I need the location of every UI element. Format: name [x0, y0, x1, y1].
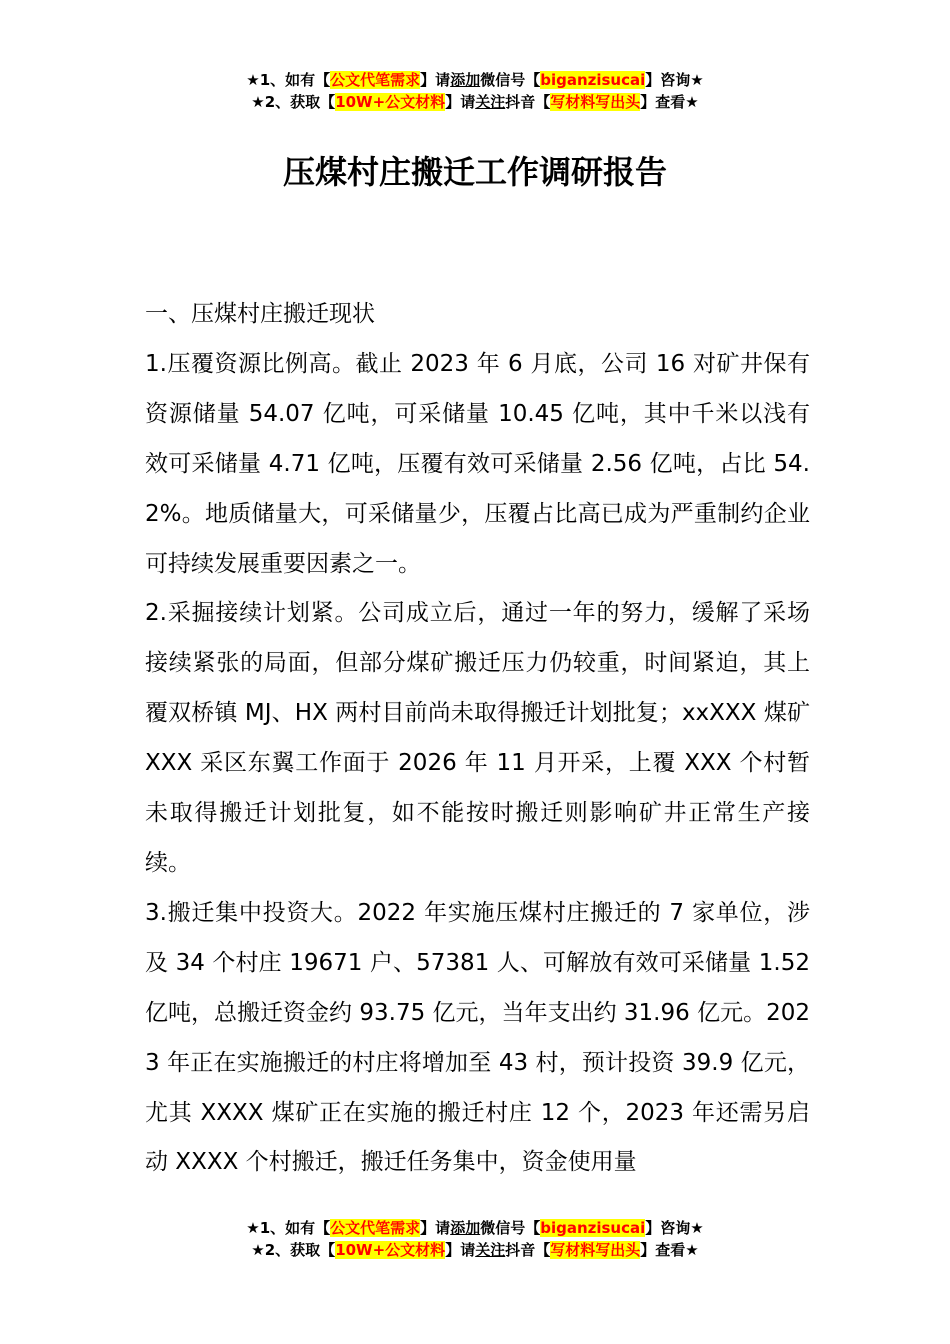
paragraph-3: 3.搬迁集中投资大。2022 年实施压煤村庄搬迁的 7 家单位，涉及 34 个村庄 19671 户、57381 人、可解放有效可采储量 1.52 亿吨，总搬迁资金约 93.75 亿元，当年支出约 31.96 亿元。2023 年正在实施搬迁的村庄将增加至 43 村，预计投资 39.9 亿元，尤其 XXXX 煤矿正在实施的搬迁村庄 12 个，2023 年还需另启动 XXXX 个村搬迁，搬迁任务集中，资金使用量 [145, 899, 810, 1176]
promo-text: 微信号【 [480, 1219, 541, 1237]
promo-line-2 [0, 1239, 950, 1261]
document-body [145, 290, 810, 1188]
promo-text: 】请 [420, 71, 451, 89]
promo-banner-bottom [0, 1217, 950, 1261]
promo-text: 微信号【 [480, 71, 541, 89]
promo-underline: 关注 [475, 93, 506, 111]
promo-highlight: 写材料写出头 [550, 1241, 641, 1259]
promo-text: 抖音【 [505, 1241, 551, 1259]
promo-underline: 关注 [475, 1241, 506, 1259]
promo-underline: 添加 [450, 71, 481, 89]
promo-highlight: 写材料写出头 [550, 93, 641, 111]
promo-text: 】请 [445, 93, 476, 111]
promo-text: 】请 [420, 1219, 451, 1237]
paragraph-2: 2.采掘接续计划紧。公司成立后，通过一年的努力，缓解了采场接续紧张的局面，但部分煤矿搬迁压力仍较重，时间紧迫，其上覆双桥镇 MJ、HX 两村目前尚未取得搬迁计划批复；xxXXX 煤矿 XXX 采区东翼工作面于 2026 年 11 月开采，上覆 XXX 个村暂未取得搬迁计划批复，如不能按时搬迁则影响矿井正常生产接续。 [145, 600, 810, 876]
promo-text: 抖音【 [505, 93, 551, 111]
promo-text: ★1、如有【 [246, 71, 331, 89]
promo-text: 】查看★ [640, 93, 699, 111]
promo-text: 】请 [445, 1241, 476, 1259]
promo-banner-top [0, 69, 950, 113]
promo-highlight: 10W+公文材料 [335, 93, 446, 111]
section-heading: 一、压煤村庄搬迁现状 [145, 301, 375, 327]
document-title: 压煤村庄搬迁工作调研报告 [282, 153, 667, 191]
promo-text: ★2、获取【 [251, 1241, 336, 1259]
promo-highlight: 公文代笔需求 [330, 1219, 421, 1237]
promo-text: ★1、如有【 [246, 1219, 331, 1237]
promo-line-2 [0, 91, 950, 113]
promo-line-1 [0, 1217, 950, 1239]
promo-line-1 [0, 69, 950, 91]
paragraph-1: 1.压覆资源比例高。截止 2023 年 6 月底，公司 16 对矿井保有资源储量 54.07 亿吨，可采储量 10.45 亿吨，其中千米以浅有效可采储量 4.71 亿吨，压覆有效可采储量 2.56 亿吨，占比 54.2%。地质储量大，可采储量少，压覆占比高已成为严重制约企业可持续发展重要因素之一。 [145, 350, 810, 577]
promo-highlight: 10W+公文材料 [335, 1241, 446, 1259]
promo-text: 】查看★ [640, 1241, 699, 1259]
promo-text: 】咨询★ [645, 71, 704, 89]
promo-text: 】咨询★ [645, 1219, 704, 1237]
promo-highlight: 公文代笔需求 [330, 71, 421, 89]
promo-underline: 添加 [450, 1219, 481, 1237]
promo-highlight: biganzisucai [540, 71, 646, 89]
promo-highlight: biganzisucai [540, 1219, 646, 1237]
promo-text: ★2、获取【 [251, 93, 336, 111]
